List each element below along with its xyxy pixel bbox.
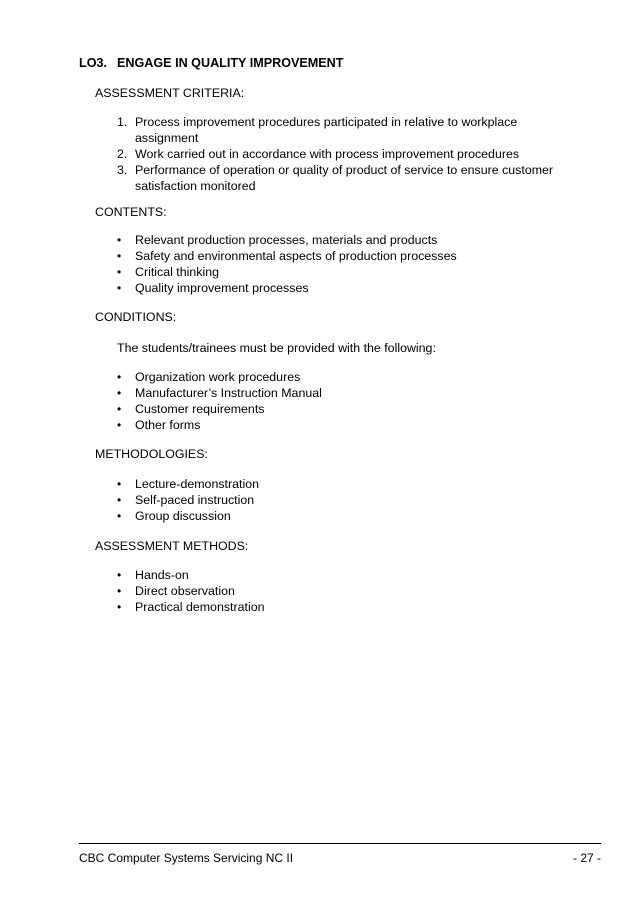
list-item-text: Customer requirements <box>135 402 265 416</box>
list-item <box>117 248 557 264</box>
list-item-text: Safety and environmental aspects of production processes <box>135 249 457 263</box>
list-item-text: Relevant production processes, materials and products <box>135 233 438 247</box>
list-item <box>117 280 557 296</box>
bullet-icon: • <box>117 265 122 279</box>
list-item-text: Group discussion <box>135 509 231 523</box>
list-item-text: Lecture-demonstration <box>135 477 259 491</box>
bullet-icon: • <box>117 509 122 523</box>
criteria-item <box>117 146 557 162</box>
list-item <box>117 508 557 524</box>
list-item <box>117 385 557 401</box>
list-item-text: Quality improvement processes <box>135 281 309 295</box>
list-item <box>117 369 557 385</box>
bullet-icon: • <box>117 493 122 507</box>
criteria-number: 1. <box>117 115 128 129</box>
list-item-text: Organization work procedures <box>135 370 301 384</box>
criteria-item <box>117 114 557 146</box>
assessment-criteria-heading: ASSESSMENT CRITERIA: <box>95 86 245 100</box>
list-item <box>117 401 557 417</box>
bullet-icon: • <box>117 233 122 247</box>
list-item <box>117 264 557 280</box>
conditions-intro: The students/trainees must be provided with the following: <box>117 341 436 355</box>
bullet-icon: • <box>117 249 122 263</box>
bullet-icon: • <box>117 477 122 491</box>
bullet-icon: • <box>117 386 122 400</box>
criteria-text: Performance of operation or quality of product of service to ensure customer satisfaction monitored <box>135 163 554 193</box>
list-item-text: Critical thinking <box>135 265 220 279</box>
criteria-text: Work carried out in accordance with process improvement procedures <box>135 147 520 161</box>
methodologies-heading: METHODOLOGIES: <box>95 447 208 461</box>
footer-document-title: CBC Computer Systems Servicing NC II <box>79 851 294 865</box>
list-item-text: Manufacturer’s Instruction Manual <box>135 386 322 400</box>
criteria-number: 2. <box>117 147 128 161</box>
conditions-heading: CONDITIONS: <box>95 310 177 324</box>
bullet-icon: • <box>117 370 122 384</box>
list-item <box>117 583 557 599</box>
assessment-criteria-list <box>117 114 557 194</box>
list-item <box>117 417 557 433</box>
assessment-methods-list <box>117 567 557 615</box>
list-item <box>117 232 557 248</box>
bullet-icon: • <box>117 281 122 295</box>
learning-outcome-number: LO3. <box>79 56 107 70</box>
list-item <box>117 599 557 615</box>
bullet-icon: • <box>117 568 122 582</box>
learning-outcome-title <box>79 55 343 71</box>
footer-page-number: - 27 - <box>572 851 601 865</box>
list-item <box>117 567 557 583</box>
bullet-icon: • <box>117 402 122 416</box>
contents-heading: CONTENTS: <box>95 205 167 219</box>
list-item-text: Self-paced instruction <box>135 493 255 507</box>
list-item <box>117 476 557 492</box>
criteria-text: Process improvement procedures participated in relative to workplace assignment <box>135 115 518 145</box>
list-item-text: Direct observation <box>135 584 235 598</box>
criteria-number: 3. <box>117 163 128 177</box>
list-item <box>117 492 557 508</box>
bullet-icon: • <box>117 584 122 598</box>
learning-outcome-text: ENGAGE IN QUALITY IMPROVEMENT <box>117 56 344 70</box>
list-item-text: Other forms <box>135 418 201 432</box>
criteria-item <box>117 162 557 194</box>
bullet-icon: • <box>117 600 122 614</box>
contents-list <box>117 232 557 296</box>
list-item-text: Hands-on <box>135 568 189 582</box>
list-item-text: Practical demonstration <box>135 600 265 614</box>
methodologies-list <box>117 476 557 524</box>
footer-divider <box>79 843 601 844</box>
conditions-list <box>117 369 557 433</box>
assessment-methods-heading: ASSESSMENT METHODS: <box>95 539 249 553</box>
bullet-icon: • <box>117 418 122 432</box>
